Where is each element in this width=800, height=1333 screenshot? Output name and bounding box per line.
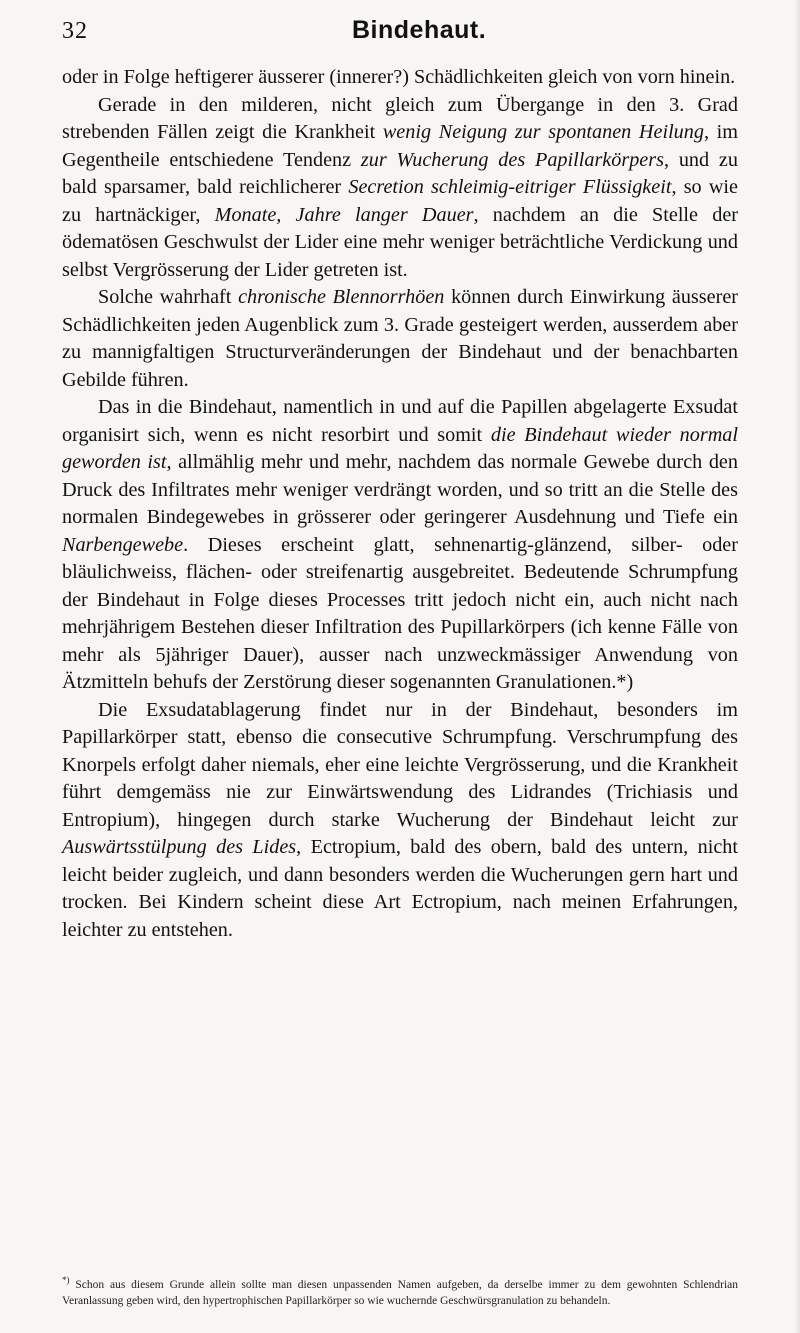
emphasized-text: chronische Blennorrhöen xyxy=(238,286,445,308)
text-run: Das in die Bindehaut, namentlich in und auf die Papillen abgelagerte Exsudat organisirt sich, wenn es nicht resorbirt und somit xyxy=(62,396,738,446)
running-title: Bindehaut. xyxy=(352,16,487,44)
text-run: , allmählig mehr und mehr, nachdem das normale Gewebe durch den Druck des Infiltrates mehr weniger verdrängt worden, und so tritt an die Stelle des normalen Bindegewebes in grösserer oder geringerer Ausdehnung und Tiefe ein xyxy=(62,451,738,528)
text-run: . Dieses erscheint glatt, sehnenartig-glänzend, silber- oder bläulichweiss, flächen- oder streifenartig ausgebreitet. Bedeutende Schrumpfung der Bindehaut in Folge dieses Processes tritt jedoch nicht ein, auch nicht nach mehrjährigem Bestehen dieser Infiltration des Pupillarkörpers (ich kenne Fälle von mehr als 5jähriger Dauer), ausser nach unzweckmässiger Anwendung von Ätzmitteln behufs der Zerstörung dieser sogenannten Granulationen.*) xyxy=(62,533,738,693)
emphasized-text: Secretion schleimig-eitriger Flüssigkeit xyxy=(348,176,672,198)
body-text xyxy=(62,64,738,944)
emphasized-text: zur Wucherung des Papillarkörpers xyxy=(360,148,664,171)
text-run: , so wie zu hartnäckiger, xyxy=(62,176,738,226)
paragraph xyxy=(62,394,738,697)
page-header xyxy=(62,18,732,58)
paragraph xyxy=(62,64,738,92)
emphasized-text: Monate, Jahre langer Dauer xyxy=(214,203,474,226)
text-run: , nachdem an die Stelle der ödematösen Geschwulst der Lider eine mehr weniger beträchtliche Verdickung und selbst Vergrösserung der Lider getreten ist. xyxy=(62,203,739,281)
emphasized-text: wenig Neigung zur spontanen Heilung xyxy=(382,121,704,143)
paragraph xyxy=(62,92,738,285)
text-run: Gerade in den milderen, nicht gleich zum Übergange in den 3. Grad strebenden Fällen zeigt die Krankheit xyxy=(62,93,738,143)
text-run: Die Exsudatablagerung findet nur in der Bindehaut, besonders im Papillarkörper statt, ebenso die consecutive Schrumpfung. Verschrumpfung des Knorpels erfolgt daher niemals, eher eine leichte Vergrösserung, und die Krankheit führt demgemäss nie zur Einwärtswendung des Lidrandes (Trichiasis und Entropium), hingegen durch starke Wucherung der Bindehaut leicht zur xyxy=(62,698,738,831)
footnote xyxy=(62,1272,738,1309)
footnote-text: Schon aus diesem Grunde allein sollte man diesen unpassenden Namen aufgeben, da derselbe immer zu dem gewohnten Schlendrian Veranlassung geben wird, den hypertrophischen Papillarkörper so wie wuchernde Geschwürsgranulation zu behandeln. xyxy=(62,1278,739,1307)
page-number: 32 xyxy=(62,18,88,44)
text-run: , und zu bald sparsamer, bald reichlicherer xyxy=(62,148,738,198)
page-edge-shadow xyxy=(794,0,800,1333)
text-run: , Ectropium, bald des obern, bald des untern, nicht leicht beider zugleich, und dann besonders werden die Wucherungen gern hart und trocken. Bei Kindern scheint diese Art Ectropium, nach meinen Erfahrungen, leichter zu entstehen. xyxy=(62,836,738,941)
emphasized-text: die Bindehaut wieder normal geworden ist xyxy=(62,423,738,473)
paragraph xyxy=(62,284,738,394)
text-run: Solche wahrhaft xyxy=(98,286,239,308)
emphasized-text: Auswärtsstülpung des Lides xyxy=(62,836,297,858)
text-run: , im Gegentheile entschiedene Tendenz xyxy=(62,121,738,171)
footnote-mark: *) xyxy=(62,1275,70,1285)
text-run: oder in Folge heftigerer äusserer (innerer?) Schädlichkeiten gleich von vorn hinein. xyxy=(62,66,736,88)
emphasized-text: Narbengewebe xyxy=(62,533,184,556)
text-run: können durch Einwirkung äusserer Schädlichkeiten jeden Augenblick zum 3. Grade gesteigert werden, ausserdem aber zu mannigfaltigen Structurveränderungen der Bindehaut und der benachbarten Gebilde führen. xyxy=(62,286,738,391)
paragraph xyxy=(62,697,738,945)
